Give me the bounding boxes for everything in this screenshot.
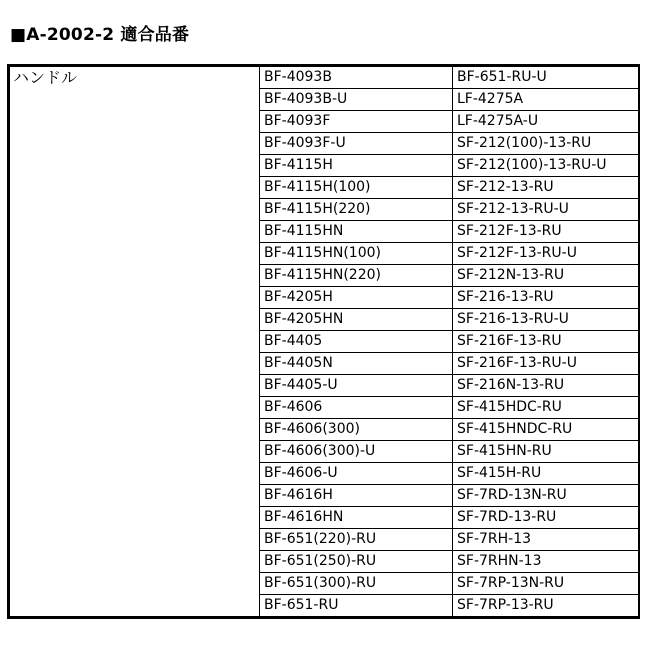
part-number-cell-left: BF-651-RU (260, 595, 453, 617)
part-number-cell-right: SF-212(100)-13-RU (453, 133, 639, 155)
part-number-cell-left: BF-4093F-U (260, 133, 453, 155)
part-number-cell-right: LF-4275A (453, 89, 639, 111)
part-number-cell-left: BF-651(250)-RU (260, 551, 453, 573)
part-number-cell-left: BF-4093B (260, 67, 453, 89)
part-number-cell-right: SF-415H-RU (453, 463, 639, 485)
part-number-cell-left: BF-4115H (260, 155, 453, 177)
part-number-cell-right: SF-7RHN-13 (453, 551, 639, 573)
part-number-cell-left: BF-4093B-U (260, 89, 453, 111)
part-number-cell-left: BF-651(300)-RU (260, 573, 453, 595)
part-number-cell-left: BF-4606(300) (260, 419, 453, 441)
part-number-cell-right: SF-212F-13-RU-U (453, 243, 639, 265)
part-number-cell-left: BF-4405-U (260, 375, 453, 397)
part-number-cell-right: SF-212-13-RU (453, 177, 639, 199)
page-title: ■A-2002-2 適合品番 (10, 25, 190, 45)
part-number-cell-right: SF-212(100)-13-RU-U (453, 155, 639, 177)
part-number-cell-right: SF-212-13-RU-U (453, 199, 639, 221)
part-number-cell-right: SF-216F-13-RU-U (453, 353, 639, 375)
part-number-cell-right: SF-415HNDC-RU (453, 419, 639, 441)
part-number-cell-left: BF-651(220)-RU (260, 529, 453, 551)
part-number-cell-left: BF-4606-U (260, 463, 453, 485)
part-number-cell-right: SF-216F-13-RU (453, 331, 639, 353)
table-row (10, 67, 639, 89)
part-number-cell-right: SF-216-13-RU-U (453, 309, 639, 331)
part-number-cell-right: SF-212N-13-RU (453, 265, 639, 287)
part-number-cell-right: SF-7RP-13-RU (453, 595, 639, 617)
part-number-cell-right: SF-7RP-13N-RU (453, 573, 639, 595)
part-number-cell-right: LF-4275A-U (453, 111, 639, 133)
part-number-cell-left: BF-4115H(220) (260, 199, 453, 221)
part-number-cell-left: BF-4606(300)-U (260, 441, 453, 463)
part-number-cell-left: BF-4616HN (260, 507, 453, 529)
part-number-cell-right: SF-216-13-RU (453, 287, 639, 309)
part-number-cell-right: SF-415HDC-RU (453, 397, 639, 419)
category-cell: ハンドル (10, 67, 260, 617)
part-number-cell-right: SF-216N-13-RU (453, 375, 639, 397)
table-body (10, 67, 639, 617)
part-number-cell-right: SF-212F-13-RU (453, 221, 639, 243)
part-number-cell-left: BF-4205HN (260, 309, 453, 331)
part-number-cell-left: BF-4405N (260, 353, 453, 375)
part-number-cell-left: BF-4115H(100) (260, 177, 453, 199)
compatible-parts-table (9, 66, 639, 617)
part-number-cell-right: SF-415HN-RU (453, 441, 639, 463)
part-number-cell-right: SF-7RD-13-RU (453, 507, 639, 529)
part-number-cell-left: BF-4093F (260, 111, 453, 133)
part-number-cell-right: BF-651-RU-U (453, 67, 639, 89)
part-number-cell-left: BF-4405 (260, 331, 453, 353)
part-number-cell-left: BF-4115HN(100) (260, 243, 453, 265)
part-number-cell-right: SF-7RH-13 (453, 529, 639, 551)
part-number-cell-left: BF-4115HN(220) (260, 265, 453, 287)
part-number-cell-left: BF-4616H (260, 485, 453, 507)
compatible-parts-table-frame (7, 64, 640, 619)
part-number-cell-left: BF-4205H (260, 287, 453, 309)
part-number-cell-left: BF-4115HN (260, 221, 453, 243)
part-number-cell-left: BF-4606 (260, 397, 453, 419)
part-number-cell-right: SF-7RD-13N-RU (453, 485, 639, 507)
